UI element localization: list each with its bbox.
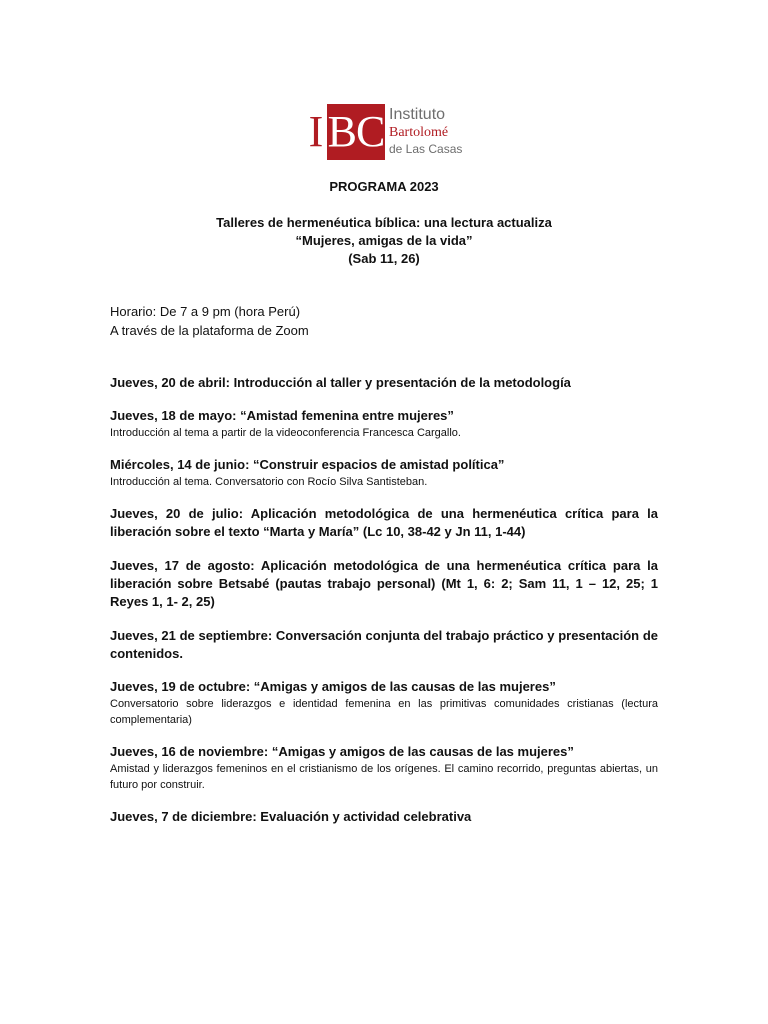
session-title: Jueves, 16 de noviembre: “Amigas y amigos de las causas de las mujeres” bbox=[110, 744, 574, 759]
program-title: PROGRAMA 2023 bbox=[329, 179, 439, 194]
session-title: Jueves, 20 de abril: Introducción al taller y presentación de la metodología bbox=[110, 375, 571, 390]
session-description: Introducción al tema a partir de la videoconferencia Francesca Cargallo. bbox=[110, 427, 461, 439]
session-entry bbox=[110, 808, 658, 826]
session-entry bbox=[110, 557, 658, 611]
session-title: Jueves, 7 de diciembre: Evaluación y actividad celebrativa bbox=[110, 809, 472, 824]
session-description: Introducción al tema. Conversatorio con Rocío Silva Santisteban. bbox=[110, 476, 428, 488]
session-entry bbox=[110, 678, 658, 728]
session-title: Miércoles, 14 de junio: “Construir espacios de amistad política” bbox=[110, 457, 505, 472]
subtitle-line-1: Talleres de hermenéutica bíblica: una lectura actualiza bbox=[216, 215, 552, 230]
logo-wordmark bbox=[389, 106, 479, 158]
session-title: Jueves, 19 de octubre: “Amigas y amigos de las causas de las mujeres” bbox=[110, 679, 556, 694]
plataforma-text: A través de la plataforma de Zoom bbox=[110, 323, 309, 338]
session-entry bbox=[110, 456, 658, 490]
logo-word-instituto: Instituto bbox=[389, 106, 446, 123]
session-description: Amistad y liderazgos femeninos en el cristianismo de los orígenes. El camino recorrido, preguntas abiertas, un futuro por construir. bbox=[110, 763, 658, 791]
session-title: Jueves, 18 de mayo: “Amistad femenina entre mujeres” bbox=[110, 408, 454, 423]
session-entry bbox=[110, 407, 658, 441]
logo-letters-bc: BC bbox=[327, 107, 385, 156]
session-entry bbox=[110, 374, 658, 392]
subtitle-line-2: “Mujeres, amigas de la vida” bbox=[295, 233, 473, 248]
institute-logo bbox=[307, 104, 467, 160]
logo-letter-i: I bbox=[308, 107, 324, 156]
session-entry bbox=[110, 743, 658, 793]
schedule-info bbox=[110, 302, 309, 340]
horario-text: Horario: De 7 a 9 pm (hora Perú) bbox=[110, 304, 301, 319]
logo-word-bartolome: Bartolomé bbox=[389, 125, 449, 140]
session-title: Jueves, 20 de julio: Aplicación metodológica de una hermenéutica crítica para la liberación sobre el texto “Marta y María” (Lc 10, 38-42 y Jn 11, 1-44) bbox=[110, 506, 658, 539]
session-description: Conversatorio sobre liderazgos e identidad femenina en las primitivas comunidades cristianas (lectura complementaria) bbox=[110, 698, 658, 726]
session-entry bbox=[110, 627, 658, 663]
session-title: Jueves, 21 de septiembre: Conversación conjunta del trabajo práctico y presentación de contenidos. bbox=[110, 628, 658, 661]
logo-red-box bbox=[327, 104, 385, 160]
subtitle-line-3: (Sab 11, 26) bbox=[348, 251, 420, 266]
session-entry bbox=[110, 505, 658, 541]
session-list bbox=[110, 374, 658, 841]
logo-word-de-las-casas: de Las Casas bbox=[389, 142, 463, 156]
session-title: Jueves, 17 de agosto: Aplicación metodológica de una hermenéutica crítica para la liberación sobre Betsabé (pautas trabajo personal) (Mt 1, 6: 2; Sam 11, 1 – 12, 25; 1 Reyes 1, 1- 2, 25) bbox=[110, 558, 658, 609]
program-subtitle bbox=[0, 214, 768, 268]
